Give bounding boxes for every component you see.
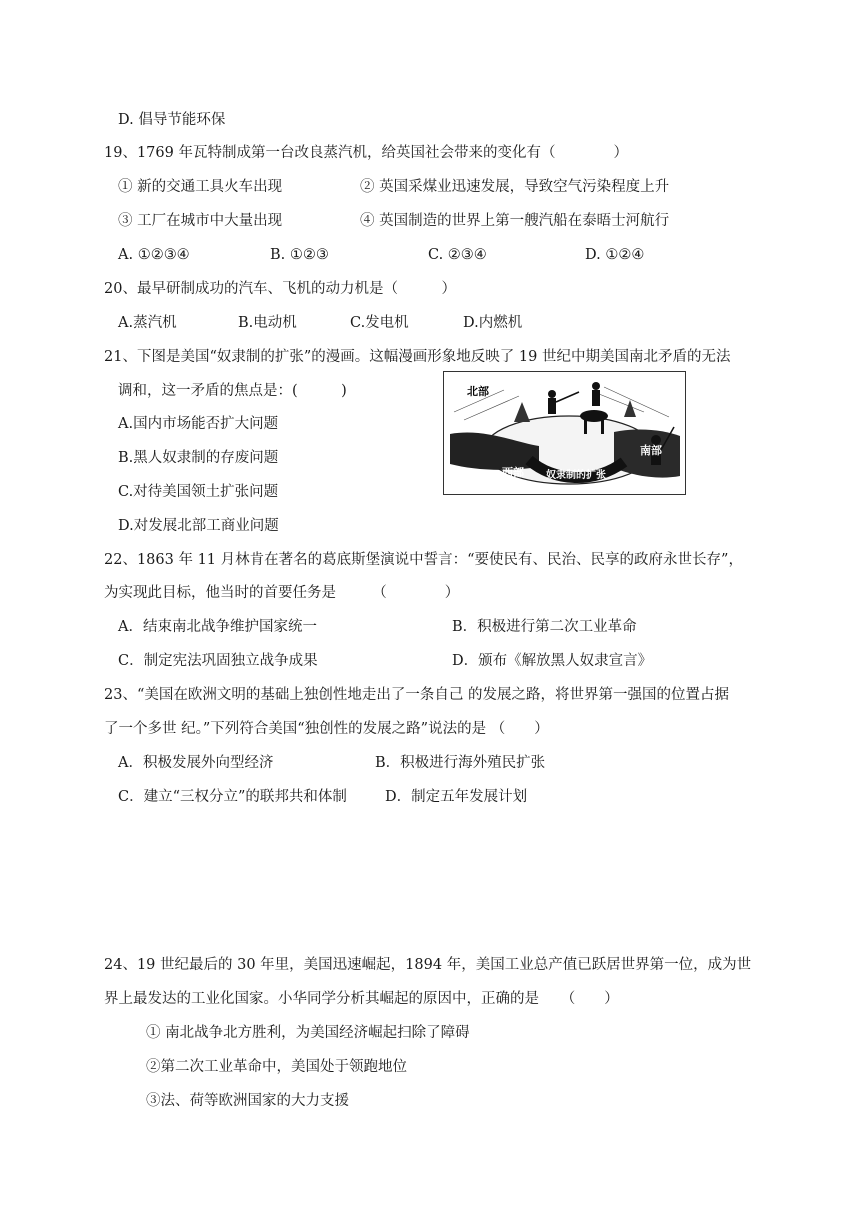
- cartoon-label-north: 北部: [467, 385, 489, 398]
- q20-option-d: D.内燃机: [463, 315, 523, 331]
- slavery-expansion-cartoon: [443, 371, 686, 495]
- q19-statement-1: ① 新的交通工具火车出现: [118, 179, 283, 195]
- q19-statement-2: ② 英国采煤业迅速发展，导致空气污染程度上升: [360, 179, 670, 195]
- cartoon-label-west: 西部: [502, 466, 524, 479]
- q21-option-a: A.国内市场能否扩大问题: [118, 416, 279, 432]
- q21-stem-line-1: 21、下图是美国“奴隶制的扩张”的漫画。这幅漫画形象地反映了 19 世纪中期美国南北矛盾的无法: [104, 349, 731, 365]
- q21-option-d: D.对发展北部工商业问题: [118, 518, 279, 534]
- q19-statement-4: ④ 英国制造的世界上第一艘汽船在泰晤士河航行: [360, 213, 670, 229]
- q19-option-d: D. ①②④: [585, 247, 645, 263]
- q23-stem-line-1: 23、“美国在欧洲文明的基础上独创性地走出了一条自己 的发展之路，将世界第一强国的位置占据: [104, 687, 729, 703]
- q19-statement-3: ③ 工厂在城市中大量出现: [118, 213, 283, 229]
- q22-option-a: A．结束南北战争维护国家统一: [118, 619, 317, 635]
- q21-option-c: C.对待美国领土扩张问题: [118, 484, 279, 500]
- q22-stem-line-1: 22、1863 年 11 月林肯在著名的葛底斯堡演说中誓言：“要使民有、民治、民享的政府永世长存”，: [104, 552, 743, 568]
- q22-option-c: C．制定宪法巩固独立战争成果: [118, 653, 318, 669]
- q23-option-a: A．积极发展外向型经济: [118, 755, 274, 771]
- q21-option-b: B.黑人奴隶制的存废问题: [118, 450, 279, 466]
- q24-statement-3: ③法、荷等欧洲国家的大力支援: [146, 1093, 349, 1109]
- q20-option-c: C.发电机: [350, 315, 409, 331]
- q24-stem-line-2: 界上最发达的工业化国家。小华同学分析其崛起的原因中，正确的是 （ ）: [104, 991, 619, 1007]
- cartoon-caption: 奴隶制的扩张: [546, 470, 606, 481]
- q23-option-b: B．积极进行海外殖民扩张: [375, 755, 546, 771]
- q20-option-b: B.电动机: [238, 315, 297, 331]
- q22-stem-line-2: 为实现此目标，他当时的首要任务是 （ ）: [104, 585, 460, 601]
- q23-stem-line-2: 了一个多世 纪。”下列符合美国“独创性的发展之路”说法的是 （ ）: [104, 721, 549, 737]
- q19-option-b: B. ①②③: [270, 247, 329, 263]
- q18-option-d: D. 倡导节能环保: [118, 112, 226, 128]
- q22-option-d: D．颁布《解放黑人奴隶宣言》: [452, 653, 653, 669]
- q24-statement-1: ① 南北战争北方胜利，为美国经济崛起扫除了障碍: [146, 1025, 470, 1041]
- q19-option-c: C. ②③④: [428, 247, 487, 263]
- q19-option-a: A. ①②③④: [118, 247, 190, 263]
- q20-option-a: A.蒸汽机: [118, 315, 177, 331]
- q22-option-b: B．积极进行第二次工业革命: [452, 619, 637, 635]
- cartoon-label-south: 南部: [640, 444, 662, 457]
- q24-stem-line-1: 24、19 世纪最后的 30 年里，美国迅速崛起，1894 年，美国工业总产值已跃居世界第一位，成为世: [104, 957, 752, 973]
- q24-statement-2: ②第二次工业革命中，美国处于领跑地位: [146, 1059, 407, 1075]
- q23-option-c: C．建立“三权分立”的联邦共和体制: [118, 789, 347, 805]
- q19-stem: 19、1769 年瓦特制成第一台改良蒸汽机，给英国社会带来的变化有（ ）: [104, 145, 628, 161]
- q20-stem: 20、最早研制成功的汽车、飞机的动力机是（ ）: [104, 281, 456, 297]
- q21-stem-line-2: 调和，这一矛盾的焦点是：( ): [118, 383, 347, 399]
- q23-option-d: D．制定五年发展计划: [385, 789, 528, 805]
